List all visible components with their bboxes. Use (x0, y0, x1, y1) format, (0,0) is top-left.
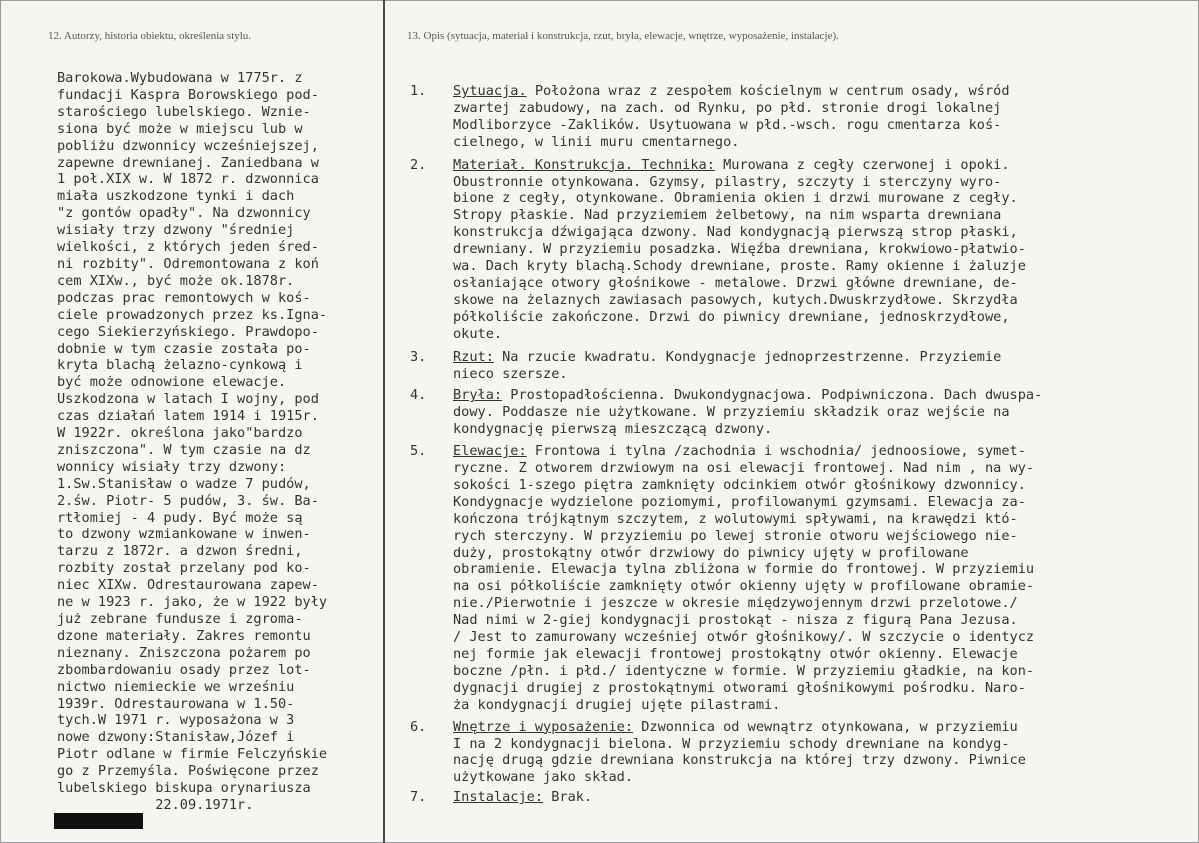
history-text: Barokowa.Wybudowana w 1775r. z fundacji Kaspra Borowskiego pod- starościego lubelskiego. Wznie- siona być może w miejscu lub w pobliżu dzwonnicy wcześniejszej, zapewne drewnianej. Zaniedbana w 1 poł.XIX w. W 1872 r. dzwonnica miała uszkodzone tynki i dach "z gontów opadły". Na dzwonnicy wisiały trzy dzwony "średniej wielkości, z których jeden śred- ni rozbity". Odremontowana z koń cem XIXw., być może ok.1878r. podczas prac remontowych w koś- ciele prowadzonych przez ks.Igna- cego Siekierzyńskiego. Prawdopo- dobnie w tym czasie została po- kryta blachą żelazno-cynkową i być może odnowione elewacje. Uszkodzona w latach I wojny, pod czas działań latem 1914 i 1915r. W 1922r. określona jako"bardzo zniszczona". W tym czasie na dz wonnicy wisiały trzy dzwony: 1.Sw.Stanisław o wadze 7 pudów, 2.św. Piotr- 5 pudów, 3. św. Ba- rtłomiej - 4 pudy. Być może są to dzwony wzmiankowane w inwen- tarzu z 1872r. a dzwon średni, rozbity został przelany pod ko- niec XIXw. Odrestaurowana zapew- ne w 1923 r. jako, że w 1922 były już zebrane fundusze i zgroma- dzone materiały. Zakres remontu nieznany. Zniszczona pożarem po zbombardowaniu osady przez lot- nictwo niemieckie we wrześniu 1939r. Odrestaurowana w 1.50- tych.W 1971 r. wyposażona w 3 nowe dzwony:Stanisław,Józef i Piotr odlane w firmie Felczyńskie go z Przemyśla. Poświęcone przez lubelskiego biskupa orynariusza 22.09.1971r. (57, 70, 328, 813)
redaction-bar (54, 813, 143, 829)
item-body (453, 789, 1199, 806)
item-title: Rzut: (453, 348, 494, 365)
item-text: Położona wraz z zespołem kościelnym w centrum osady, wśród zwartej zabudowy, na zach. od Rynku, po płd. stronie drogi lokalnej Modliborzyce -Zaklików. Usytuowana w płd.-wsch. rogu cmentarza koś- cielnego, w linii muru cmentarnego. (453, 83, 1010, 150)
item-title: Wnętrze i wyposażenie: (453, 718, 634, 735)
list-item-plan (410, 349, 1199, 383)
item-number: 7. (410, 789, 427, 806)
item-title: Elewacje: (453, 443, 527, 460)
item-text: Brak. (543, 789, 593, 806)
item-number: 5. (410, 443, 427, 460)
list-item-material (410, 157, 1199, 343)
item-body (453, 83, 1199, 151)
list-item-situation (410, 83, 1199, 151)
item-body (453, 387, 1199, 438)
item-title: Instalacje: (453, 789, 544, 806)
item-number: 3. (410, 348, 427, 365)
item-text: Prostopadłościenna. Dwukondygnacjowa. Podpiwniczona. Dach dwuspa- dowy. Poddasze nie użytkowane. W przyziemiu składzik oraz wejście na kondygnację pierwszą mieszczącą dzwony. (453, 387, 1043, 438)
list-item-interior (410, 719, 1199, 787)
right-column-header: 13. Opis (sytuacja, materiał i konstrukcja, rzut, bryła, elewacje, wnętrze, wyposażenie, instalacje). (407, 30, 839, 42)
list-item-elevations (410, 443, 1199, 714)
list-item-installations (410, 789, 1199, 806)
item-body (453, 719, 1199, 787)
item-title: Sytuacja. (453, 83, 527, 99)
item-title: Materiał. Konstrukcja. Technika: (453, 156, 715, 173)
item-body (453, 349, 1199, 383)
item-text: Murowana z cegły czerwonej i opoki. Obustronnie otynkowana. Gzymsy, pilastry, szczyty i sterczyny wyro- bione z cegły, otynkowane. Obramienia okien i drzwi murowane z cegły. Stropy płaskie. Nad przyziemiem żelbetowy, na nim wsparta drewniana konstrukcja dźwigająca dzwony. Nad kondygnacją pierwszą strop płaski, drewniany. W przyziemiu posadzka. Więźba drewniana, krokwiowo-płatwio- wa. Dach kryty blachą.Schody drewniane, proste. Ramy okienne i żaluzje osłaniające otwory głośnikowe - metalowe. Drzwi główne drewniane, de- skowe na żelaznych zawiasach pasowych, kutych.Dwuskrzydłowe. Skrzydła półkoliście zakończone. Drzwi do piwnicy drewniane, jednoskrzydłowe, okute. (453, 156, 1026, 342)
item-number: 2. (410, 156, 427, 173)
item-text: Na rzucie kwadratu. Kondygnacje jednoprzestrzenne. Przyziemie nieco szersze. (453, 348, 1002, 382)
item-number: 1. (410, 83, 427, 99)
item-body (453, 157, 1199, 343)
item-body (453, 443, 1199, 714)
list-item-massing (410, 387, 1199, 438)
item-title: Bryła: (453, 387, 503, 404)
item-number: 4. (410, 387, 427, 404)
left-column-header: 12. Autorzy, historia obiektu, określenia stylu. (48, 30, 252, 42)
item-number: 6. (410, 718, 427, 735)
description-list (410, 83, 1199, 806)
item-text: Dzwonnica od wewnątrz otynkowana, w przyziemiu I na 2 kondygnacji bielona. W przyziemiu schody drewniane na kondyg- nację drugą gdzie drewniana konstrukcja na której trzy dzwony. Piwnice użytkowane jako skład. (453, 718, 1026, 786)
item-text: Frontowa i tylna /zachodnia i wschodnia/ jednoosiowe, symet- ryczne. Z otworem drzwiowym na osi elewacji frontowej. Nad nim , na wy- sokości 1-szego piętra zamknięty odcinkiem otwór głośnikowy dzwonnicy. Kondygnacje wydzielone poziomymi, profilowanymi gzymsami. Elewacja za- kończona trójkątnym szczytem, z wolutowymi spływami, na krawędzi któ- rych sterczyny. W przyziemiu po lewej stronie otworu wejściowego nie- duży, prostokątny otwór drzwiowy do piwnicy ujęty w profilowane obramienie. Elewacja tylna zbliżona w formie do frontowej. W przyziemiu na osi półkoliście zamknięty otwór okienny ujęty w profilowane obramie- nie./Pierwotnie i jeszcze w okresie międzywojennym drzwi przelotowe./ Nad nimi w 2-giej kondygnacji prostokąt - nisza z figurą Pana Jezusa. / Jest to zamurowany wcześniej otwór głośnikowy/. W szczycie o identycz nej formie jak elewacji frontowej prostokątny otwór okienny. Elewacje boczne /płn. i płd./ identyczne w formie. W przyziemiu gładkie, na kon- dygnacji drugiej z prostokątnymi otworami głośnikowymi pośrodku. Naro- ża kondygnacji drugiej ujęte pilastrami. (453, 443, 1035, 713)
